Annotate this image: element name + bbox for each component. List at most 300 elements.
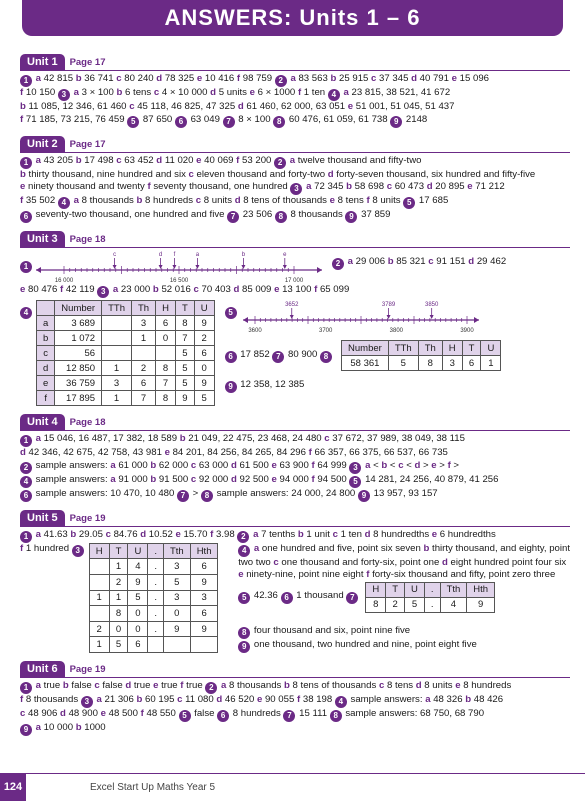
table-cell: 3 bbox=[163, 590, 190, 606]
part-letter: b bbox=[136, 693, 143, 705]
table-cell: 5 bbox=[163, 574, 190, 590]
tick-label: 3800 bbox=[389, 328, 403, 335]
table-cell bbox=[102, 316, 132, 331]
answer-line: d 42 346, 42 675, 42 758, 43 981 e 84 201, 84 256, 84 265, 84 296 f 66 357, 66 375, 66 537, 66 735 bbox=[20, 447, 448, 459]
table-header: U bbox=[481, 341, 501, 356]
answer-line: 4 a one hundred and five, point six seven b thirty thousand, and eighty, point bbox=[238, 543, 570, 557]
part-letter: c bbox=[324, 433, 330, 445]
table-cell: 9 bbox=[194, 316, 214, 331]
question-number: 2 bbox=[237, 531, 249, 543]
part-letter: a bbox=[253, 542, 260, 554]
part-letter: b bbox=[297, 528, 304, 540]
table-cell: 8 bbox=[156, 391, 176, 406]
table-cell: 0 bbox=[109, 621, 128, 637]
question-number: 9 bbox=[345, 211, 357, 223]
table-cell bbox=[148, 637, 164, 653]
question-number: 1 bbox=[20, 75, 32, 87]
table-cell: d bbox=[37, 361, 55, 376]
part-letter: f bbox=[308, 447, 312, 459]
part-letter: f bbox=[236, 73, 241, 84]
part-letter: d bbox=[233, 284, 240, 296]
table-header: H bbox=[89, 543, 109, 559]
tick-label: 3600 bbox=[247, 328, 262, 335]
table-cell: 12 850 bbox=[55, 361, 102, 376]
table-cell bbox=[89, 574, 109, 590]
table-cell bbox=[102, 346, 132, 361]
part-letter: c bbox=[20, 707, 26, 719]
table-header: Th bbox=[418, 341, 442, 356]
unit-5 bbox=[20, 510, 570, 653]
decimal-table bbox=[365, 582, 495, 613]
part-letter: e bbox=[455, 679, 461, 691]
part-letter: f bbox=[296, 693, 301, 705]
table-cell: 1 bbox=[481, 356, 501, 371]
question-number: 3 bbox=[97, 286, 109, 298]
part-letter: d bbox=[60, 707, 66, 719]
part-letter: c bbox=[105, 528, 111, 540]
table-header: TTh bbox=[102, 301, 132, 316]
table-cell: 5 bbox=[175, 361, 194, 376]
part-letter: d bbox=[210, 87, 217, 98]
part-letter: a bbox=[35, 721, 42, 733]
answer-line: 9 12 358, 12 385 bbox=[225, 379, 502, 393]
part-letter: b bbox=[465, 693, 472, 705]
tick-label: 16 500 bbox=[169, 278, 189, 285]
table-cell: . bbox=[148, 606, 164, 622]
part-letter: a bbox=[96, 693, 102, 705]
answer-line: 1 a true b false c false d true e true f true 2 a 8 thousands b 8 tens of thousands c 8 tens d 8 units e 8 hundreds bbox=[20, 680, 570, 694]
part-letter: e bbox=[20, 284, 26, 296]
part-letter: b bbox=[152, 284, 159, 296]
table-cell: 2 bbox=[131, 361, 155, 376]
table-cell: . bbox=[148, 574, 164, 590]
table-cell: 5 bbox=[128, 590, 148, 606]
answer-line: f 8 thousands 3 a 21 306 b 60 195 c 11 080 d 46 520 e 90 055 f 38 198 4 sample answers: a 48 326 b 48 426 bbox=[20, 693, 504, 706]
question-number: 2 bbox=[20, 462, 32, 474]
question-number: 1 bbox=[20, 682, 32, 694]
part-letter: c bbox=[273, 556, 279, 568]
part-letter: a bbox=[35, 73, 42, 84]
unit-3 bbox=[20, 231, 570, 406]
question-number: 7 bbox=[272, 351, 284, 363]
question-number: 2 bbox=[205, 682, 217, 694]
part-letter: a bbox=[110, 459, 116, 471]
table-cell: c bbox=[37, 346, 55, 361]
part-letter: f bbox=[60, 284, 64, 296]
answer-line: two two c one thousand and forty-six, point one d eight hundred point four six bbox=[238, 556, 567, 568]
table-header: U bbox=[194, 301, 214, 316]
part-letter: a bbox=[35, 154, 42, 166]
question-number: 6 bbox=[281, 592, 293, 604]
table-cell: 58 361 bbox=[342, 356, 389, 371]
answer-line: 1 a 42 815 b 36 741 c 80 240 d 78 325 e 10 416 f 98 759 2 a 83 563 b 25 915 c 37 345 d 40 791 e 15 096 bbox=[20, 73, 570, 87]
table-cell: 6 bbox=[194, 346, 214, 361]
table-cell: 2 bbox=[109, 574, 128, 590]
answer-line: 1 a 43 205 b 17 498 c 63 452 d 11 020 e 40 069 f 53 200 2 a twelve thousand and fifty-two bbox=[20, 155, 570, 169]
question-number: 9 bbox=[358, 490, 370, 502]
table-cell: 9 bbox=[163, 621, 190, 637]
table-cell: 2 bbox=[194, 331, 214, 346]
part-letter: e bbox=[175, 528, 181, 540]
part-letter: b bbox=[284, 679, 290, 691]
decimal-table bbox=[89, 543, 219, 653]
question-number: 4 bbox=[58, 197, 70, 209]
arrow-head bbox=[474, 317, 479, 323]
table-cell: f bbox=[37, 391, 55, 406]
part-letter: b bbox=[62, 679, 69, 691]
table-cell: 8 bbox=[175, 316, 194, 331]
answer-line: f 35 502 4 a 8 thousands b 8 hundreds c 8 units d 8 tens of thousands e 8 tens f 8 units 5 17 685 bbox=[20, 195, 449, 208]
table-cell: 5 bbox=[109, 637, 128, 653]
question-number: 2 bbox=[274, 157, 286, 169]
question-number: 8 bbox=[330, 710, 342, 722]
part-letter: e bbox=[196, 154, 202, 166]
marker-label: b bbox=[241, 252, 246, 259]
table-cell: . bbox=[424, 597, 440, 612]
part-letter: b bbox=[423, 542, 430, 554]
marker-label: a bbox=[195, 252, 200, 259]
footer-title: Excel Start Up Maths Year 5 bbox=[90, 782, 216, 793]
table-cell: 3 bbox=[131, 316, 155, 331]
part-letter: e bbox=[329, 195, 335, 207]
part-letter: f bbox=[210, 528, 214, 540]
question-number: 1 bbox=[20, 261, 32, 273]
part-letter: f bbox=[180, 679, 184, 691]
part-letter: d bbox=[156, 154, 163, 166]
answer-line: 4 sample answers: a 91 000 b 91 500 c 92 000 d 92 500 e 94 000 f 94 500 5 14 281, 24 256, 40 879, 41 256 bbox=[20, 474, 570, 488]
part-letter: f bbox=[140, 707, 144, 719]
part-letter: d bbox=[441, 556, 448, 568]
table-header: Hth bbox=[190, 543, 218, 559]
table-cell: 1 072 bbox=[55, 331, 102, 346]
table-header: U bbox=[405, 582, 425, 597]
table-cell: . bbox=[148, 590, 164, 606]
part-letter: e bbox=[467, 181, 473, 193]
question-number: 1 bbox=[20, 435, 32, 447]
place-value-table bbox=[36, 300, 215, 406]
part-letter: c bbox=[193, 284, 199, 296]
part-letter: e bbox=[256, 693, 263, 705]
marker-arrow bbox=[289, 315, 293, 319]
table-cell: 9 bbox=[190, 574, 218, 590]
question-number: 6 bbox=[175, 116, 187, 128]
table-cell: 17 895 bbox=[55, 391, 102, 406]
table-cell: 1 bbox=[109, 590, 128, 606]
part-letter: b bbox=[75, 154, 82, 166]
answer-line: e ninety-nine, point nine eight f forty-six thousand and fifty, point zero three bbox=[238, 569, 556, 581]
part-letter: d bbox=[327, 168, 334, 180]
unit-label: Unit 5 bbox=[20, 510, 65, 526]
table-cell: 8 bbox=[366, 597, 386, 612]
marker-label: e bbox=[283, 252, 287, 259]
part-letter: d bbox=[234, 195, 241, 207]
page-banner: ANSWERS: Units 1 – 6 bbox=[22, 0, 563, 36]
question-number: 8 bbox=[201, 490, 213, 502]
table-cell: 36 759 bbox=[55, 376, 102, 391]
part-letter: e bbox=[274, 284, 280, 296]
question-number: 6 bbox=[20, 490, 32, 502]
table-header: Number bbox=[342, 341, 389, 356]
part-letter: d bbox=[468, 256, 475, 268]
table-cell bbox=[131, 346, 155, 361]
table-cell: 5 bbox=[175, 376, 194, 391]
question-number: 4 bbox=[238, 545, 250, 557]
part-letter: d bbox=[237, 101, 244, 112]
part-letter: a bbox=[425, 693, 431, 705]
part-letter: b bbox=[150, 473, 157, 485]
table-cell: 4 bbox=[128, 559, 148, 575]
table-cell: 6 bbox=[156, 316, 176, 331]
table-header: Number bbox=[55, 301, 102, 316]
table-cell: 9 bbox=[467, 597, 495, 612]
part-letter: c bbox=[428, 256, 434, 268]
part-letter: e bbox=[153, 679, 159, 691]
marker-label: 3789 bbox=[381, 302, 395, 309]
tick-label: 3700 bbox=[318, 328, 332, 335]
page-ref: Page 19 bbox=[69, 512, 106, 524]
part-letter: b bbox=[179, 433, 186, 445]
table-cell: 6 bbox=[190, 606, 218, 622]
table-cell: 1 bbox=[102, 391, 132, 406]
question-number: 8 bbox=[275, 211, 287, 223]
answer-line: c 48 906 d 48 900 e 48 500 f 48 550 5 false 6 8 hundreds 7 15 111 8 sample answers: 68 750, 68 790 bbox=[20, 707, 485, 720]
question-number: 3 bbox=[290, 183, 302, 195]
question-number: 5 bbox=[225, 307, 237, 319]
marker-label: f bbox=[173, 252, 176, 259]
table-cell: 7 bbox=[131, 391, 155, 406]
tick-label: 17 000 bbox=[284, 278, 304, 285]
part-letter: b bbox=[136, 195, 143, 207]
part-letter: c bbox=[332, 528, 338, 540]
table-header bbox=[37, 301, 55, 316]
question-number: 7 bbox=[283, 710, 295, 722]
table-cell bbox=[163, 637, 190, 653]
answer-line: 1 a 15 046, 16 487, 17 382, 18 589 b 21 049, 22 475, 23 468, 24 480 c 37 672, 37 989, 38 049, 38 115 bbox=[20, 433, 570, 447]
part-letter: b bbox=[75, 73, 82, 84]
table-cell: 56 bbox=[55, 346, 102, 361]
part-letter: d bbox=[411, 73, 417, 84]
part-letter: c bbox=[371, 73, 377, 84]
part-letter: a bbox=[347, 256, 354, 268]
question-number: 9 bbox=[390, 116, 402, 128]
page-number: 124 bbox=[0, 774, 26, 801]
question-number: 4 bbox=[328, 89, 340, 101]
part-letter: d bbox=[364, 528, 371, 540]
table-cell: b bbox=[37, 331, 55, 346]
answer-line: 6 sample answers: 10 470, 10 480 7 > 8 sample answers: 24 000, 24 800 9 13 957, 93 157 bbox=[20, 488, 570, 502]
part-letter: e bbox=[431, 528, 438, 540]
table-header: U bbox=[128, 543, 148, 559]
table-cell: e bbox=[37, 376, 55, 391]
part-letter: f bbox=[20, 87, 24, 98]
unit-label: Unit 1 bbox=[20, 54, 65, 70]
table-header: T bbox=[386, 582, 405, 597]
unit-1 bbox=[20, 54, 570, 128]
question-number: 5 bbox=[127, 116, 139, 128]
table-cell: 0 bbox=[163, 606, 190, 622]
unit-6 bbox=[20, 661, 570, 736]
answer-line: 1 a 41.63 b 29.05 c 84.76 d 10.52 e 15.70 f 3.98 2 a 7 tenths b 1 unit c 1 ten d 8 hundredths e 6 hundredths bbox=[20, 529, 570, 543]
question-number: 8 bbox=[238, 627, 250, 639]
table-cell: 5 bbox=[175, 346, 194, 361]
table-cell: 8 bbox=[156, 361, 176, 376]
part-letter: f bbox=[366, 569, 370, 581]
question-number: 9 bbox=[20, 724, 32, 736]
part-letter: d bbox=[140, 528, 147, 540]
table-header: T bbox=[462, 341, 481, 356]
table-header: H bbox=[442, 341, 462, 356]
part-letter: f bbox=[20, 542, 24, 554]
table-cell: 7 bbox=[175, 331, 194, 346]
answer-line: e 80 476 f 42 119 3 a 23 000 b 52 016 c 70 403 d 85 009 e 13 100 f 65 099 bbox=[20, 284, 350, 297]
page-footer bbox=[0, 773, 585, 801]
part-letter: d bbox=[426, 181, 433, 193]
table-cell: 6 bbox=[128, 637, 148, 653]
part-letter: d bbox=[415, 679, 422, 691]
table-cell: 4 bbox=[440, 597, 467, 612]
answer-line: b 11 085, 12 346, 61 460 c 45 118, 46 825, 47 325 d 61 460, 62 000, 63 051 e 51 001, 51 045, 51 437 bbox=[20, 101, 455, 112]
part-letter: c bbox=[116, 73, 122, 84]
question-number: 6 bbox=[217, 710, 229, 722]
answer-line: f 71 185, 73 215, 76 459 5 87 650 6 63 049 7 8 × 100 8 60 476, 61 059, 61 738 9 2148 bbox=[20, 113, 428, 126]
part-letter: b bbox=[381, 459, 388, 471]
table-cell: 9 bbox=[128, 574, 148, 590]
part-letter: e bbox=[271, 473, 277, 485]
table-cell: 2 bbox=[89, 621, 109, 637]
question-number: 5 bbox=[179, 710, 191, 722]
part-letter: b bbox=[116, 87, 123, 98]
question-number: 7 bbox=[223, 116, 235, 128]
part-letter: a bbox=[365, 459, 371, 471]
table-cell: 3 bbox=[442, 356, 462, 371]
part-letter: a bbox=[35, 528, 42, 540]
marker-label: 3652 bbox=[284, 302, 299, 309]
part-letter: c bbox=[378, 679, 385, 691]
table-cell: 0 bbox=[128, 606, 148, 622]
question-number: 1 bbox=[20, 157, 32, 169]
marker-label: 3850 bbox=[424, 302, 438, 309]
table-cell: 8 bbox=[109, 606, 128, 622]
answer-line: 2 sample answers: a 61 000 b 62 000 c 63 000 d 61 500 e 63 900 f 64 999 3 a < b < c < d > e > f > bbox=[20, 460, 570, 474]
table-header: Hth bbox=[467, 582, 495, 597]
part-letter: f bbox=[20, 113, 24, 125]
part-letter: c bbox=[94, 679, 100, 691]
part-letter: c bbox=[153, 87, 160, 98]
part-letter: b bbox=[20, 101, 26, 112]
part-letter: a bbox=[112, 284, 119, 296]
part-letter: d bbox=[125, 679, 132, 691]
question-number: 5 bbox=[403, 197, 415, 209]
question-number: 4 bbox=[20, 307, 32, 319]
part-letter: f bbox=[20, 195, 24, 207]
question-number: 4 bbox=[20, 476, 32, 488]
part-letter: d bbox=[216, 693, 223, 705]
table-cell: 1 bbox=[131, 331, 155, 346]
answer-line: e ninety thousand and twenty f seventy thousand, one hundred 3 a 72 345 b 58 698 c 60 473 d 20 895 e 71 212 bbox=[20, 181, 505, 194]
table-cell: 1 bbox=[102, 361, 132, 376]
part-letter: f bbox=[20, 693, 24, 705]
marker-arrow bbox=[429, 315, 433, 319]
part-letter: e bbox=[347, 101, 354, 112]
question-number: 3 bbox=[72, 545, 84, 557]
question-number: 7 bbox=[177, 490, 189, 502]
question-number: 3 bbox=[81, 696, 93, 708]
table-cell: 5 bbox=[405, 597, 425, 612]
page-ref: Page 17 bbox=[69, 57, 106, 68]
answer-line: 9 a 10 000 b 1000 bbox=[20, 722, 570, 736]
question-number: 3 bbox=[349, 462, 361, 474]
table-cell bbox=[89, 606, 109, 622]
marker-arrow bbox=[283, 265, 287, 269]
table-cell: 8 bbox=[418, 356, 442, 371]
unit-label: Unit 4 bbox=[20, 414, 65, 430]
part-letter: c bbox=[398, 459, 404, 471]
question-number: 2 bbox=[275, 75, 287, 87]
question-number: 5 bbox=[238, 592, 250, 604]
part-letter: a bbox=[35, 433, 42, 445]
answer-line: 6 17 852 7 80 900 8 bbox=[225, 349, 333, 363]
answer-line: f 1 hundred 3 bbox=[20, 543, 85, 653]
answer-line: f 10 150 3 a 3 × 100 b 6 tens c 4 × 10 000 d 5 units e 6 × 1000 f 1 ten 4 a 23 815, 38 521, 41 672 bbox=[20, 87, 451, 99]
answer-line: 6 seventy-two thousand, one hundred and five 7 23 506 8 8 thousands 9 37 859 bbox=[20, 209, 570, 223]
table-cell: 0 bbox=[156, 331, 176, 346]
table-cell: 5 bbox=[194, 391, 214, 406]
table-cell: 7 bbox=[156, 376, 176, 391]
table-cell: 6 bbox=[462, 356, 481, 371]
page-ref: Page 18 bbox=[69, 234, 106, 246]
unit-2 bbox=[20, 136, 570, 224]
table-header: H bbox=[156, 301, 176, 316]
part-letter: e bbox=[238, 569, 244, 581]
part-letter: a bbox=[253, 528, 259, 540]
part-letter: b bbox=[346, 181, 353, 193]
table-cell: 6 bbox=[190, 559, 218, 575]
number-line-1 bbox=[34, 250, 324, 284]
part-letter: a bbox=[290, 73, 296, 84]
part-letter: c bbox=[116, 154, 122, 166]
part-letter: d bbox=[414, 459, 421, 471]
table-cell: . bbox=[148, 559, 164, 575]
table-header: T bbox=[109, 543, 128, 559]
part-letter: c bbox=[190, 473, 197, 485]
answer-line: b thirty thousand, nine hundred and six c eleven thousand and forty-two d forty-seven thousand, six hundred and fifty-five bbox=[20, 168, 536, 180]
part-letter: f bbox=[366, 195, 370, 207]
table-cell: 3 bbox=[102, 376, 132, 391]
part-letter: c bbox=[188, 168, 194, 180]
part-letter: a bbox=[306, 181, 312, 193]
part-letter: a bbox=[73, 87, 79, 98]
part-letter: f bbox=[311, 459, 315, 471]
arrow-head bbox=[243, 317, 248, 323]
question-number: 9 bbox=[238, 641, 250, 653]
table-cell bbox=[102, 331, 132, 346]
question-number: 1 bbox=[20, 531, 32, 543]
part-letter: f bbox=[297, 87, 302, 98]
answers-content bbox=[20, 46, 570, 736]
question-number: 3 bbox=[58, 89, 70, 101]
part-letter: d bbox=[230, 459, 237, 471]
part-letter: f bbox=[147, 181, 151, 193]
part-letter: b bbox=[75, 721, 82, 733]
part-letter: f bbox=[447, 459, 451, 471]
table-cell: 9 bbox=[175, 391, 194, 406]
table-cell: 3 689 bbox=[55, 316, 102, 331]
unit-4 bbox=[20, 414, 570, 502]
part-letter: a bbox=[110, 473, 116, 485]
number-line-2 bbox=[241, 300, 481, 334]
part-letter: f bbox=[311, 473, 315, 485]
part-letter: b bbox=[387, 256, 394, 268]
